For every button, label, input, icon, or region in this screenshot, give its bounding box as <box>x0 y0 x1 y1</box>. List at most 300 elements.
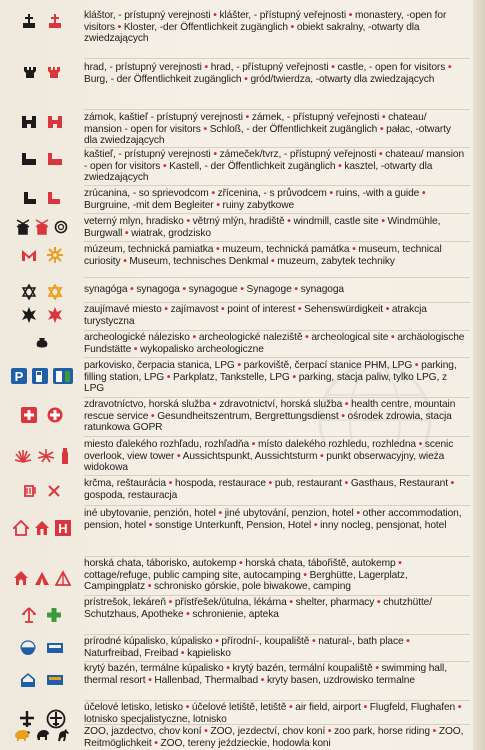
shelter-icon <box>22 607 36 623</box>
swimming-pool-icon <box>46 641 64 655</box>
filling-station-icon <box>32 368 48 384</box>
legend-label: gród/twierdza, -otwarty dla zwiedzających <box>250 73 435 85</box>
bullet-separator: • <box>244 73 248 85</box>
bullet-separator: • <box>287 216 291 227</box>
legend-label: parkovisko, čerpacia stanica, LPG <box>84 360 235 371</box>
windmill-red-icon <box>35 219 49 235</box>
legend-label: parking, filling station, LPG <box>84 360 457 383</box>
legend-label: Museum, technisches Denkmal <box>129 255 269 267</box>
divider <box>84 241 470 242</box>
legend-label: ZOO, Reitmöglichkeit <box>84 726 464 749</box>
legend-label: ruiny zabytkowe <box>222 199 295 211</box>
legend-item-shelter <box>0 597 470 623</box>
legend-text <box>84 439 470 474</box>
legend-item-windmill <box>0 216 470 239</box>
bullet-separator: • <box>117 21 122 33</box>
bullet-separator: • <box>313 519 318 531</box>
legend-label: health centre, mountain rescue service <box>84 399 456 422</box>
bullet-separator: • <box>414 360 419 371</box>
legend-label: synagogue <box>188 284 238 295</box>
svg-text:P: P <box>14 369 24 384</box>
bullet-separator: • <box>204 62 209 73</box>
bullet-separator: • <box>398 558 402 569</box>
legend-icons <box>0 360 84 384</box>
legend-icons <box>0 726 84 742</box>
legend-label: kąpielisko <box>187 647 231 659</box>
bullet-separator: • <box>125 227 129 239</box>
legend-label: zoo park, horse riding <box>334 726 430 737</box>
bullet-separator: • <box>186 608 190 620</box>
legend-icons <box>0 597 84 623</box>
legend-label: punkt obserwacyjny, wieża widokowa <box>84 450 445 474</box>
legend-icons <box>0 636 84 656</box>
legend-label: Naturfreibad, Freibad <box>84 647 179 659</box>
bullet-separator: • <box>147 581 152 593</box>
legend-item-castle <box>0 62 470 85</box>
legend-label: chutzhütte/ Schutzhaus, Apotheke <box>84 597 432 620</box>
accommodation-icon <box>13 520 29 536</box>
bullet-separator: • <box>289 702 293 713</box>
bullet-separator: • <box>305 332 309 343</box>
legend-icons <box>0 439 84 465</box>
star-black-icon <box>21 307 37 323</box>
legend-icons <box>0 689 84 729</box>
legend-label: windmill, castle site <box>293 216 379 227</box>
legend-label: ośrodek zdrowia, stacja ratunkowa GOPR <box>84 410 452 434</box>
bullet-separator: • <box>260 674 265 686</box>
mountain-rescue-icon <box>47 407 63 423</box>
legend-label: archäologische Fundstätte <box>84 332 465 355</box>
bullet-separator: • <box>447 62 452 73</box>
legend-item-restaurant <box>0 478 470 501</box>
bullet-separator: • <box>338 160 342 172</box>
legend-item-monastery <box>0 10 470 45</box>
legend-label: Flugfeld, Flughafen <box>369 702 456 713</box>
bullet-separator: • <box>290 21 295 33</box>
legend-label: museum, technical curiosity <box>84 244 442 267</box>
castle-red-icon <box>47 65 61 79</box>
legend-text <box>84 636 470 659</box>
bullet-separator: • <box>385 304 390 315</box>
divider <box>84 436 470 437</box>
legend-icons <box>0 281 84 300</box>
label-en: monastery, -open for visitors <box>84 10 447 33</box>
natural-bath-icon <box>20 640 36 656</box>
legend-label: archeologické nálezisko <box>84 332 190 343</box>
bullet-separator: • <box>154 737 158 749</box>
panorama-icon <box>14 448 32 464</box>
legend-item-parking <box>0 360 470 395</box>
divider <box>84 556 470 557</box>
legend-text <box>84 304 470 327</box>
bullet-separator: • <box>213 149 217 160</box>
divider <box>84 330 470 331</box>
legend-label: prístrešok, lekáreň <box>84 597 166 608</box>
bullet-separator: • <box>341 410 345 422</box>
bullet-separator: • <box>240 284 244 295</box>
divider <box>84 185 470 186</box>
legend-label: větrný mlýn, hradiště <box>192 216 285 227</box>
cross-church-black-icon <box>21 13 37 29</box>
legend-label: synagoga <box>300 284 344 295</box>
bullet-separator: • <box>216 199 220 211</box>
bullet-separator: • <box>377 597 381 608</box>
bullet-separator: • <box>148 519 153 531</box>
divider <box>84 109 470 110</box>
windmill-black-icon <box>16 219 30 235</box>
legend-label: Hallenbad, Thermalbad <box>154 674 259 686</box>
legend-icons <box>0 332 84 349</box>
legend-label: hrad, - přístupný veřejnosti <box>210 62 329 73</box>
legend-label: muzeum, zabytek techniky <box>277 255 395 267</box>
castle-site-icon <box>54 220 68 234</box>
legend-item-museum <box>0 244 470 267</box>
bullet-separator: • <box>168 597 173 608</box>
legend-label: krytý bazén, termálne kúpalisko <box>84 663 224 674</box>
legend-label: zámeček/tvrz, - přístupný veřejnosti <box>219 149 377 160</box>
legend-item-chateau <box>0 112 470 147</box>
legend-text <box>84 216 470 239</box>
label-cz: klášter, - přístupný veřejnosti <box>219 10 347 21</box>
campsite-icon <box>34 570 50 586</box>
bullet-separator: • <box>381 112 386 123</box>
horse-riding-icon <box>55 728 71 742</box>
bullet-separator: • <box>192 332 197 343</box>
bullet-separator: • <box>327 726 332 737</box>
legend-label: other accommodation, pension, hotel <box>84 508 462 531</box>
legend-label: účelové letisko, letisko <box>84 702 183 713</box>
thermal-resort-icon <box>46 673 64 687</box>
museum-red-icon <box>21 248 37 262</box>
divider <box>84 475 470 476</box>
legend-text <box>84 558 470 593</box>
bullet-separator: • <box>421 188 426 199</box>
legend-text <box>84 478 470 501</box>
legend-item-accommodation <box>0 508 470 536</box>
pension-icon <box>34 520 50 536</box>
legend-item-ruins <box>0 188 470 211</box>
bullet-separator: • <box>450 478 455 489</box>
legend-item-indoor-pool <box>0 663 470 688</box>
legend-label: parkoviště, čerpací stanice PHM, LPG <box>243 360 413 371</box>
bullet-separator: • <box>123 255 127 267</box>
legend-label: castle, - open for visitors <box>337 62 446 73</box>
bullet-separator: • <box>352 244 356 255</box>
legend-item-airfield <box>0 689 470 729</box>
legend-label: chateau/ mansion - open for visitors <box>84 149 465 172</box>
view-tower-icon <box>60 447 70 465</box>
divider <box>84 595 470 596</box>
chateau-black-icon <box>21 115 37 129</box>
legend-label: shelter, pharmacy <box>295 597 375 608</box>
bullet-separator: • <box>221 304 225 315</box>
legend-icons <box>0 10 84 29</box>
legend-label: Burgruine, -mit dem Begleiter <box>84 199 214 211</box>
bullet-separator: • <box>457 702 462 713</box>
legend-label: ZOO, jazdectvo, chov koní <box>84 726 202 737</box>
legend-label: pałac, -otwarty dla zwiedzających <box>84 123 451 147</box>
legend-label: synagoga <box>136 284 180 295</box>
legend-icons <box>0 558 84 586</box>
bullet-separator: • <box>204 726 208 737</box>
legend-text <box>84 508 470 531</box>
legend-icons <box>0 508 84 536</box>
legend-label: přírodní-, koupaliště <box>221 636 310 647</box>
museum-orange-icon <box>47 247 63 263</box>
bullet-separator: • <box>251 439 256 450</box>
legend-text <box>84 188 470 211</box>
legend-text <box>84 10 470 45</box>
legend-label: zajímavost <box>170 304 219 315</box>
legend-text <box>84 663 470 686</box>
bullet-separator: • <box>226 663 230 674</box>
legend-label: jiné ubytování, penzion, hotel <box>224 508 354 519</box>
legend-text <box>84 281 470 296</box>
legend-text <box>84 726 470 749</box>
legend-label: zdravotnictví, horská služba <box>219 399 343 410</box>
legend-label: wiatrak, grodzisko <box>131 227 211 239</box>
legend-label: místo dalekého rozhledu, rozhledna <box>257 439 416 450</box>
legend-label: parking, stacja paliw, tylko LPG, z LPG <box>84 371 447 395</box>
ruin-black-icon <box>23 191 37 205</box>
bullet-separator: • <box>297 304 302 315</box>
bullet-separator: • <box>363 702 368 713</box>
star-of-david-red-icon <box>47 284 63 300</box>
legend-label: krčma, reštaurácia <box>84 478 166 489</box>
bullet-separator: • <box>348 10 353 21</box>
bullet-separator: • <box>379 149 383 160</box>
bullet-separator: • <box>379 123 384 135</box>
cottage-icon <box>13 570 29 586</box>
bullet-separator: • <box>289 597 293 608</box>
bullet-separator: • <box>237 360 241 371</box>
divider <box>84 724 470 725</box>
divider <box>84 213 470 214</box>
bullet-separator: • <box>133 343 138 355</box>
legend-label: archeological site <box>311 332 389 343</box>
bullet-separator: • <box>216 244 220 255</box>
legend-icons <box>0 478 84 498</box>
bivouac-icon <box>55 570 71 586</box>
divider <box>84 505 470 506</box>
mansion-black-icon <box>21 152 37 166</box>
legend-item-mansion <box>0 149 470 184</box>
bullet-separator: • <box>271 255 275 267</box>
legend-label: Aussichtspunkt, Aussichtsturm <box>182 450 318 462</box>
bullet-separator: • <box>130 284 134 295</box>
legend-label: kaštieľ, - prístupný verejnosti <box>84 149 211 160</box>
bullet-separator: • <box>203 123 207 135</box>
legend-label: inny nocleg, pensjonat, hotel <box>320 519 447 531</box>
legend-label: zámek, - přístupný veřejnosti <box>251 112 380 123</box>
bullet-separator: • <box>303 569 307 581</box>
legend-label: Kastell, - der Öffentlichkeit zugänglich <box>169 160 336 172</box>
divider <box>84 661 470 662</box>
legend-label: zřícenina, - s průvodcem <box>217 188 327 199</box>
bullet-separator: • <box>186 216 190 227</box>
divider <box>84 357 470 358</box>
legend-label: účelové letiště, letiště <box>191 702 287 713</box>
divider <box>84 634 470 635</box>
legend-label: atrakcja turystyczna <box>84 304 427 327</box>
legend-item-viewpoint <box>0 439 470 474</box>
bullet-separator: • <box>239 558 243 569</box>
legend-icons <box>0 244 84 263</box>
panorama-alt-icon <box>37 448 55 464</box>
legend-label: kasztel, -otwarty dla zwiedzających <box>84 160 433 184</box>
legend-text <box>84 689 470 725</box>
bullet-separator: • <box>164 304 168 315</box>
bullet-separator: • <box>182 284 186 295</box>
legend-text <box>84 597 470 620</box>
legend-label: scenic overlook, view tower <box>84 439 454 462</box>
star-of-david-black-icon <box>21 284 37 300</box>
legend-label: muzeum, technická památka <box>222 244 350 255</box>
bullet-separator: • <box>245 112 250 123</box>
bullet-separator: • <box>213 10 217 21</box>
svg-text:H: H <box>58 521 68 536</box>
legend-label: Synagoge <box>246 284 292 295</box>
legend-label: iné ubytovanie, penzión, hotel <box>84 508 216 519</box>
legend-label: horská chata, tábořiště, autokemp <box>245 558 396 569</box>
legend-label: air field, airport <box>295 702 361 713</box>
legend-label: Sehenswürdigkeit <box>304 304 383 315</box>
bullet-separator: • <box>168 478 173 489</box>
legend-text <box>84 112 470 147</box>
castle-black-icon <box>23 65 37 79</box>
bullet-separator: • <box>344 399 349 410</box>
legend-label: swimming hall, thermal resort <box>84 663 447 686</box>
bullet-separator: • <box>218 508 223 519</box>
legend-icons <box>0 149 84 166</box>
legend-label: múzeum, technická pamiatka <box>84 244 214 255</box>
legend-label: miesto ďalekého rozhľadu, rozhľadňa <box>84 439 250 450</box>
chateau-red-icon <box>47 115 63 129</box>
legend-item-bath <box>0 636 470 659</box>
legend-label: pub, restaurant <box>274 478 342 489</box>
bullet-separator: • <box>418 439 423 450</box>
bullet-separator: • <box>432 726 437 737</box>
bullet-separator: • <box>406 636 410 647</box>
legend-label: ZOO, jezdectví, chov koní <box>210 726 326 737</box>
bullet-separator: • <box>185 702 190 713</box>
legend-label: gospoda, restauracja <box>84 489 178 501</box>
legend-icons <box>0 304 84 323</box>
legend-label: hrad, - prístupný verejnosti <box>84 62 202 73</box>
bullet-separator: • <box>391 332 395 343</box>
legend-label: archeologické naleziště <box>198 332 303 343</box>
divider <box>84 277 470 278</box>
legend-item-point-of-interest <box>0 304 470 327</box>
legend-label: Parkplatz, Tankstelle, LPG <box>173 371 290 383</box>
legend-label: sonstige Unterkunft, Pension, Hotel <box>154 519 312 531</box>
legend-text <box>84 332 470 355</box>
legend-icons <box>0 216 84 235</box>
legend-text <box>84 149 470 184</box>
bullet-separator: • <box>211 188 215 199</box>
bullet-separator: • <box>162 160 167 172</box>
bullet-separator: • <box>292 371 296 383</box>
legend-label: zaujímavé miesto <box>84 304 162 315</box>
legend-label: zámok, kaštieľ - prístupný verejnosti <box>84 112 243 123</box>
legend-label: prírodné kúpalisko, kúpalisko <box>84 636 213 647</box>
divider <box>84 302 470 303</box>
legend-label: hospoda, restaurace <box>174 478 266 489</box>
legend-text <box>84 399 470 434</box>
legend-item-archeological <box>0 332 470 355</box>
bullet-separator: • <box>320 450 324 462</box>
bullet-separator: • <box>312 636 316 647</box>
bullet-separator: • <box>331 62 335 73</box>
legend-text <box>84 360 470 395</box>
legend-label: ZOO, tereny jeździeckie, hodowla koni <box>160 737 331 749</box>
legend-item-synagogue <box>0 281 470 300</box>
legend-label: krytý bazén, termální koupaliště <box>232 663 373 674</box>
legend-label: synagóga <box>84 284 128 295</box>
ruin-red-icon <box>47 191 61 205</box>
legend-label: cottage/refuge, public camping site, autocamping <box>84 569 301 581</box>
bullet-separator: • <box>148 674 152 686</box>
bullet-separator: • <box>329 188 333 199</box>
bullet-separator: • <box>215 636 219 647</box>
legend-label: natural-, bath place <box>318 636 404 647</box>
legend-label: Berghütte, Lagerplatz, Campingplatz <box>84 569 408 593</box>
bullet-separator: • <box>294 284 298 295</box>
legend-text <box>84 62 470 85</box>
legend-icons <box>0 663 84 688</box>
cross-church-red-icon <box>47 13 63 29</box>
bullet-separator: • <box>180 647 185 659</box>
hotel-icon <box>55 520 71 536</box>
bullet-separator: • <box>151 410 155 422</box>
legend-label: ruins, -with a guide <box>335 188 420 199</box>
legend-label: chateau/ mansion - open for visitors <box>84 112 427 135</box>
star-red-icon <box>47 307 63 323</box>
zoo-icon <box>13 728 31 742</box>
divider <box>84 147 470 148</box>
pharmacy-icon <box>46 607 62 623</box>
legend-label: schronisko górskie, pole biwakowe, camping <box>154 581 351 593</box>
zoo-park-icon <box>35 728 51 742</box>
legend-label: point of interest <box>227 304 296 315</box>
indoor-pool-icon <box>20 672 36 688</box>
pub-icon <box>23 484 37 498</box>
legend-icons <box>0 112 84 129</box>
divider <box>84 58 470 59</box>
health-centre-icon <box>21 407 37 423</box>
bullet-separator: • <box>177 450 181 462</box>
bullet-separator: • <box>356 508 360 519</box>
bullet-separator: • <box>375 663 379 674</box>
label-de: Kloster, -der Öffentlichkeit zugänglich <box>123 21 288 33</box>
divider <box>84 397 470 398</box>
lpg-station-icon <box>53 368 73 384</box>
bullet-separator: • <box>268 478 273 489</box>
legend-label: zrúcanina, - so sprievodcom <box>84 188 209 199</box>
legend-label: Gasthaus, Restaurant <box>350 478 448 489</box>
legend-label: přístřešek/útulna, lékárna <box>174 597 287 608</box>
label-pl: obiekt sakralny, -otwarty dla zwiedzających <box>84 21 420 45</box>
legend-label: horská chata, táborisko, autokemp <box>84 558 237 569</box>
legend-icons <box>0 188 84 205</box>
archeological-site-icon <box>35 335 49 349</box>
bullet-separator: • <box>381 216 385 227</box>
legend-icons <box>0 62 84 79</box>
label-sk: kláštor, - prístupný verejnosti <box>84 10 211 21</box>
legend-label: Burg, - der Öffentlichkeit zugänglich <box>84 73 242 85</box>
legend-label: wykopalisko archeologiczne <box>140 343 264 355</box>
legend-label: veterný mlyn, hradisko <box>84 216 184 227</box>
